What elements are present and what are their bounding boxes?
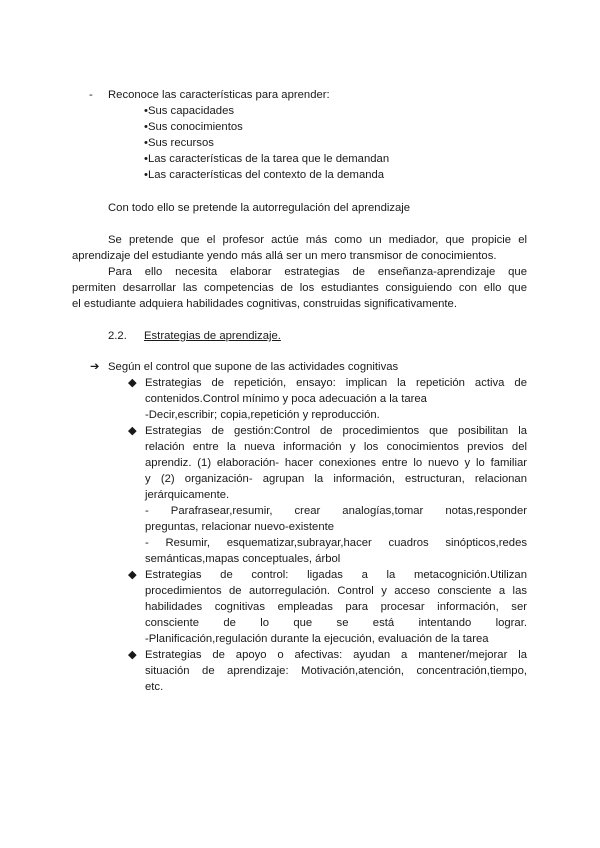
- paragraph-line: el estudiante adquiera habilidades cognitivas, construidas significativamente.: [72, 298, 457, 310]
- strategy-line: -Decir,escribir; copia,repetición y reproducción.: [145, 409, 380, 421]
- bullet-item: •Las características de la tarea que le demandan: [144, 153, 390, 165]
- strategy-line: aprendiz. (1) elaboración- hacer conexiones entre lo nuevo y lo familiar: [145, 457, 527, 469]
- paragraph-line: Se pretende que el profesor actúe más como un mediador, que propicie el: [108, 234, 527, 246]
- strategy-line: etc.: [145, 681, 164, 693]
- strategy-line: Estrategias de apoyo o afectivas: ayudan a mantener/mejorar la: [145, 649, 527, 661]
- strategy-line: Estrategias de repetición, ensayo: implican la repetición activa de: [145, 377, 527, 389]
- bullet-item: •Sus recursos: [144, 137, 214, 149]
- diamond-bullet-icon: ◆: [128, 377, 137, 389]
- section-title: Estrategias de aprendizaje.: [144, 330, 281, 342]
- bullet-item: •Sus capacidades: [144, 105, 234, 117]
- paragraph-line: aprendizaje del estudiante yendo más allá ser un mero transmisor de conocimientos.: [72, 250, 497, 262]
- summary-text: Con todo ello se pretende la autorregulación del aprendizaje: [108, 202, 411, 214]
- strategy-line: -Planificación,regulación durante la ejecución, evaluación de la tarea: [145, 633, 489, 645]
- strategy-line: preguntas, relacionar nuevo-existente: [145, 521, 335, 533]
- bullet-item: •Las características del contexto de la demanda: [144, 169, 385, 181]
- strategy-line: semánticas,mapas conceptuales, árbol: [145, 553, 341, 565]
- strategy-line: contenidos.Control mínimo y poca adecuación a la tarea: [145, 393, 427, 405]
- intro-text: Reconoce las características para aprender:: [108, 89, 330, 101]
- strategy-line: consciente de lo que se está intentando lograr.: [145, 617, 527, 629]
- paragraph-line: Para ello necesita elaborar estrategias de enseñanza-aprendizaje que: [108, 266, 527, 278]
- strategy-line: Estrategias de control: ligadas a la metacognición.Utilizan: [145, 569, 527, 581]
- list-dash: -: [89, 89, 93, 101]
- bullet-item: •Sus conocimientos: [144, 121, 243, 133]
- arrow-item-text: Según el control que supone de las actividades cognitivas: [108, 361, 399, 373]
- diamond-bullet-icon: ◆: [128, 425, 137, 437]
- strategy-line: situación de aprendizaje: Motivación,atención, concentración,tiempo,: [145, 665, 527, 677]
- strategy-line: - Parafrasear,resumir, crear analogías,tomar notas,responder: [145, 505, 527, 517]
- strategy-line: Estrategias de gestión:Control de procedimientos que posibilitan la: [145, 425, 527, 437]
- strategy-line: relación entre la nueva información y los conocimientos previos del: [145, 441, 527, 453]
- strategy-line: jerárquicamente.: [145, 489, 230, 501]
- strategy-line: habilidades cognitivas empleadas para procesar información, ser: [145, 601, 527, 613]
- strategy-line: - Resumir, esquematizar,subrayar,hacer cuadros sinópticos,redes: [145, 537, 527, 549]
- paragraph-line: permiten desarrollar las competencias de los estudiantes consiguiendo con ello que: [72, 282, 527, 294]
- strategy-line: y (2) organización- agrupan la información, estructuran, relacionan: [145, 473, 527, 485]
- strategy-line: procedimientos de autorregulación. Control y acceso consciente a las: [145, 585, 527, 597]
- section-number: 2.2.: [108, 330, 127, 342]
- arrow-right-icon: ➔: [90, 361, 100, 373]
- diamond-bullet-icon: ◆: [128, 649, 137, 661]
- diamond-bullet-icon: ◆: [128, 569, 137, 581]
